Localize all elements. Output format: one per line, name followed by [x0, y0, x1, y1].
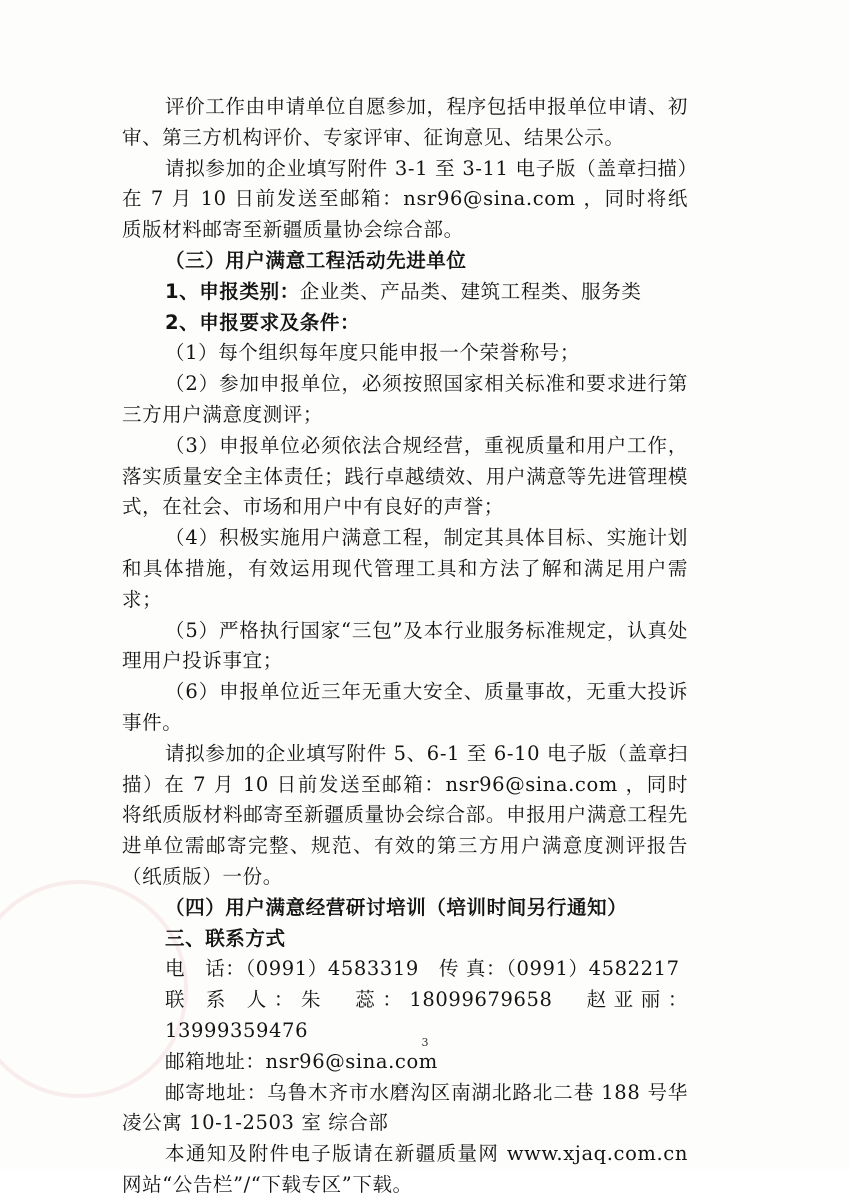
item-text: 企业类、产品类、建筑工程类、服务类 — [299, 279, 642, 303]
paragraph-evaluation-process: 评价工作由申请单位自愿参加，程序包括申报单位申请、初审、第三方机构评价、专家评审、征询意见、结果公示。 — [122, 95, 688, 149]
condition-1: （1）每个组织每年度只能申报一个荣誉称号； — [165, 341, 581, 365]
condition-4: （4）积极实施用户满意工程，制定其具体目标、实施计划和具体措施，有效运用现代管理工具和方法了解和满足用户需求； — [122, 526, 688, 611]
contact-mailing-address: 邮寄地址：乌鲁木齐市水磨沟区南湖北路北二巷 188 号华凌公寓 10-1-2503 室 综合部 — [122, 1080, 688, 1135]
condition-2: （2）参加申报单位，必须按照国家相关标准和要求进行第三方用户满意度测评； — [122, 372, 688, 426]
document-body — [122, 92, 688, 1201]
condition-3: （3）申报单位必须依法合规经营，重视质量和用户工作，落实质量安全主体责任；践行卓越绩效、用户满意等先进管理模式，在社会、市场和用户中有良好的声誉； — [122, 433, 688, 519]
contact-persons: 联 系 人：朱 蕊：18099679658 赵亚丽：13999359476 — [165, 988, 688, 1042]
contact-phone-fax: 电 话：（0991）4583319 传 真：（0991）4582217 — [165, 957, 680, 981]
condition-5: （5）严格执行国家“三包”及本行业服务标准规定，认真处理用户投诉事宜； — [122, 618, 688, 673]
paragraph-download-note: 本通知及附件电子版请在新疆质量网 www.xjaq.com.cn 网站“公告栏”/“下载专区”下载。 — [122, 1142, 688, 1196]
item-application-category — [122, 277, 688, 308]
item-label: 1、申报类别： — [165, 279, 300, 303]
condition-6: （6）申报单位近三年无重大安全、质量事故，无重大投诉事件。 — [122, 680, 688, 734]
section-heading-training: （四）用户满意经营研讨培训（培训时间另行通知） — [165, 895, 628, 919]
section-heading-contact: 三、联系方式 — [165, 926, 286, 950]
section-heading-advanced-units: （三）用户满意工程活动先进单位 — [165, 248, 467, 272]
paragraph-submission-instructions: 请拟参加的企业填写附件 3-1 至 3-11 电子版（盖章扫描）在 7 月 10 日前发送至邮箱：nsr96@sina.com ，同时将纸质版材料邮寄至新疆质量协会综合部。 — [122, 156, 688, 242]
paragraph-submission-instructions-2: 请拟参加的企业填写附件 5、6-1 至 6-10 电子版（盖章扫描）在 7 月 10 日前发送至邮箱：nsr96@sina.com ，同时将纸质版材料邮寄至新疆质量协会综合部。申报用户满意工程先进单位需邮寄完整、规范、有效的第三方用户满意度测评报告（纸质版）一份。 — [122, 741, 688, 888]
item-application-requirements: 2、申报要求及条件： — [165, 310, 361, 334]
page-number: 3 — [421, 1036, 429, 1049]
contact-email: 邮箱地址：nsr96@sina.com — [165, 1049, 438, 1073]
